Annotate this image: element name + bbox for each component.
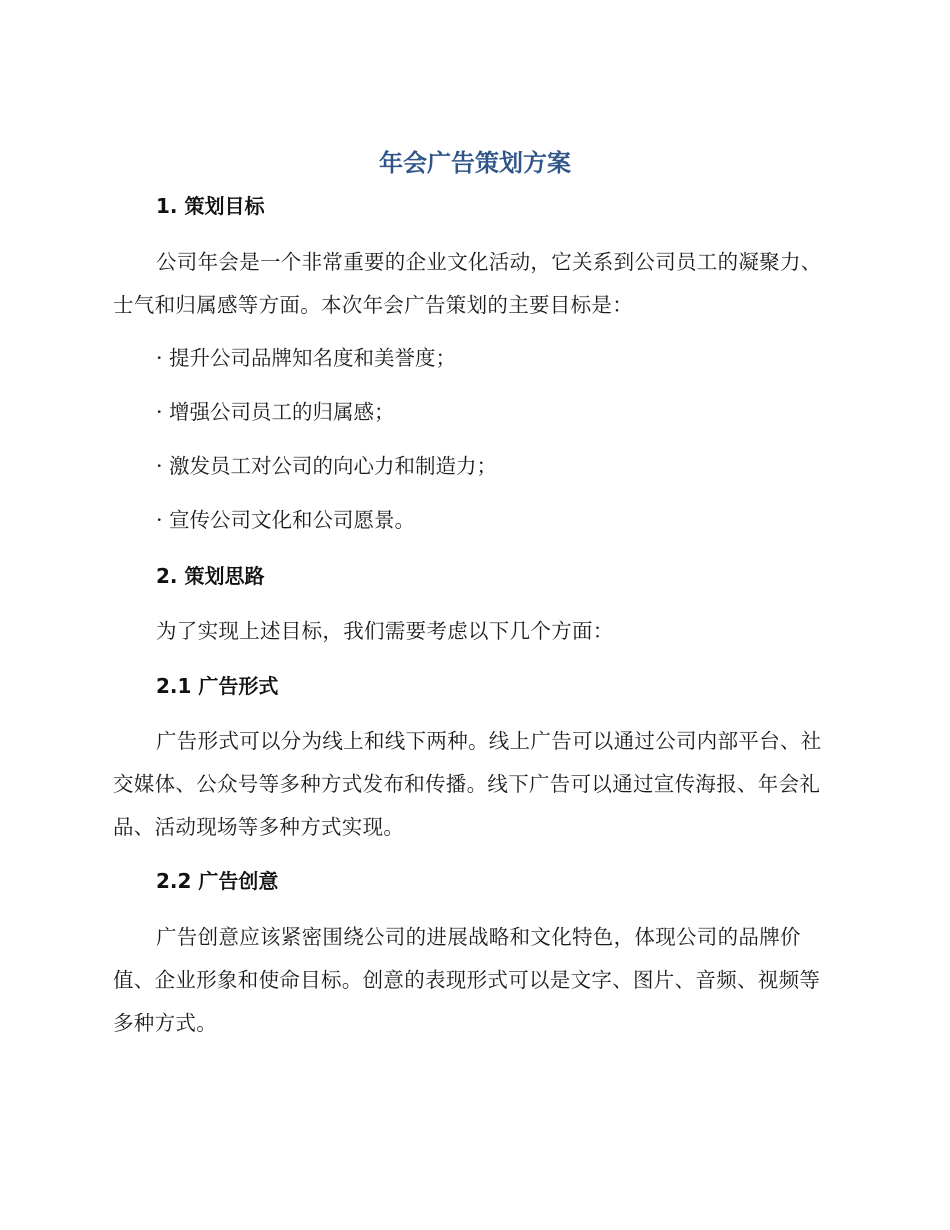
ad-format-paragraph: 广告形式可以分为线上和线下两种。线上广告可以通过公司内部平台、社交媒体、公众号等多种方式发布和传播。线下广告可以通过宣传海报、年会礼品、活动现场等多种方式实现。 [113, 729, 822, 839]
goals-bullet-item: · 激发员工对公司的向心力和制造力； [156, 454, 498, 478]
subsection-heading-ad-creative: 2.2 广告创意 [156, 869, 279, 893]
section-heading-goals: 1. 策划目标 [156, 194, 265, 218]
document-title: 年会广告策划方案 [379, 149, 571, 177]
approach-intro-paragraph: 为了实现上述目标，我们需要考虑以下几个方面： [156, 619, 614, 643]
section-heading-approach: 2. 策划思路 [156, 564, 265, 588]
subsection-heading-ad-format: 2.1 广告形式 [156, 674, 279, 698]
goals-bullet-item: · 提升公司品牌知名度和美誉度； [156, 346, 457, 370]
goals-bullet-item: · 增强公司员工的归属感； [156, 400, 395, 424]
goals-intro-paragraph: 公司年会是一个非常重要的企业文化活动，它关系到公司员工的凝聚力、士气和归属感等方面。本次年会广告策划的主要目标是： [113, 250, 822, 317]
ad-creative-paragraph: 广告创意应该紧密围绕公司的进展战略和文化特色，体现公司的品牌价值、企业形象和使命目标。创意的表现形式可以是文字、图片、音频、视频等多种方式。 [113, 925, 821, 1035]
goals-bullet-item: · 宣传公司文化和公司愿景。 [156, 508, 416, 532]
